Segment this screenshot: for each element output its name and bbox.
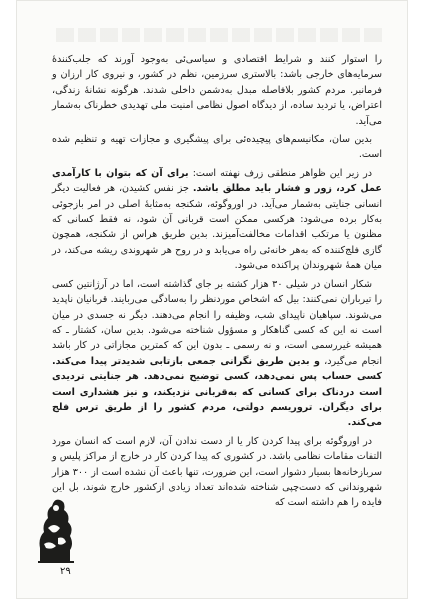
paragraph-4-plain: شکار انسان در شیلی ۳۰ هزار کشته بر جای گذاشته است، اما در آرژانتین کسی را تیرباران نمی‌کنند: بیل که اشخاص موردنظر را به‌سادگی می‌ربایند. قربانیان ناپدید می‌شوند. سپاهیان ناپیدای شب، وظیفه را انجام می‌دهند. دیگر نه جسدی در میان است نه این که کسی گناهکار و مسؤول شناخته می‌شود. بدین سان، کشتار ـ که همیشه غیررسمی است، و نه رسمی ـ بدون این که کمترین مجازاتی در کار باشد انجام می‌گیرد، xyxy=(52,278,382,367)
paragraph-5: در اوروگوئه برای پیدا کردن کار یا از دست ندادن آن، لازم است که انسان مورد التفات مقامات نظامی باشد. در کشوری که پیدا کردن کار در خارج از مراکز پلیس و سربازخانه‌ها بسیار دشوار است، این ضرورت، تنها باعث آن نشده است از ۳۰۰ هزار شهروندانی که دست‌چپی شناخته شده‌اند تعداد زیادی ازکشور خارج شوند، بل این فایده را هم داشته است که xyxy=(52,435,382,509)
paragraph-2: بدین سان، مکانیسم‌های پیچیده‌ئی برای پیشگیری و مجازات تهیه و تنظیم شده است. xyxy=(52,134,382,161)
paragraph-3-plain: در زیر این ظواهر منطقی زرف نهفته است: xyxy=(188,167,373,179)
body-text xyxy=(52,52,382,514)
page-number: ۲۹ xyxy=(60,566,71,577)
paragraph-4 xyxy=(52,277,382,431)
paragraph-3 xyxy=(52,166,382,274)
woodcut-figure-illustration xyxy=(34,488,76,564)
paragraph-3-rest: جز نفس کشیدن، هر فعالیت دیگر انسانی جنایتی به‌شمار می‌آید. در اوروگوئه، شکنجه به‌مثابهٔ اصلی در امر بازجوئی به‌کار برده می‌شود: هرکسی ممکن است قربانی آن شود، نه فقط کسانی که مظنون یا مرتکب اقدامات مخالفت‌آمیزند. بدین طریق هراس از شکنجه، همچون گازی فلج‌کننده که به‌هر خانه‌ئی راه می‌یابد و در روح هر شهروندی ریشه می‌کند، در میان همهٔ شهروندان پراکنده می‌شود. xyxy=(52,183,382,272)
bleed-through-text xyxy=(56,28,382,42)
book-page xyxy=(16,0,408,599)
paragraph-3-bold: برای آن که بتوان با کارآمدی عمل کرد، زور و فشار باید مطلق باشد. xyxy=(52,167,382,195)
paragraph-1: را استوار کنند و شرایط اقتصادی و سیاسی‌ئی به‌وجود آورند که جلب‌کنندهٔ سرمایه‌های خارجی باشد: بالاستری سرزمین، نظم در کشور، و نیروی کار ارزان و فرمانبر. مردم کشور بلافاصله مبدل به‌دشمن داخلی شدند. هرگونه نشانهٔ زندگی، اعتراض، یا تردید ساده، از دیدگاه اصول نظامی امنیت ملی تهدیدی خطرناک به‌شمار می‌آید. xyxy=(52,54,382,127)
paragraph-4-bold: و بدین طریق نگرانی جمعی بازتابی شدیدتر پیدا می‌کند. کسی حساب پس نمی‌دهد، کسی توضیح نمی‌دهد. هر جنایتی تردیدی است دردناک برای کسانی که به‌قربانی نزدیکند، و نیز هشداری است برای دیگران. تروریسم دولتی، مردم کشور را از طریق ترس فلج می‌کند. xyxy=(52,355,382,429)
